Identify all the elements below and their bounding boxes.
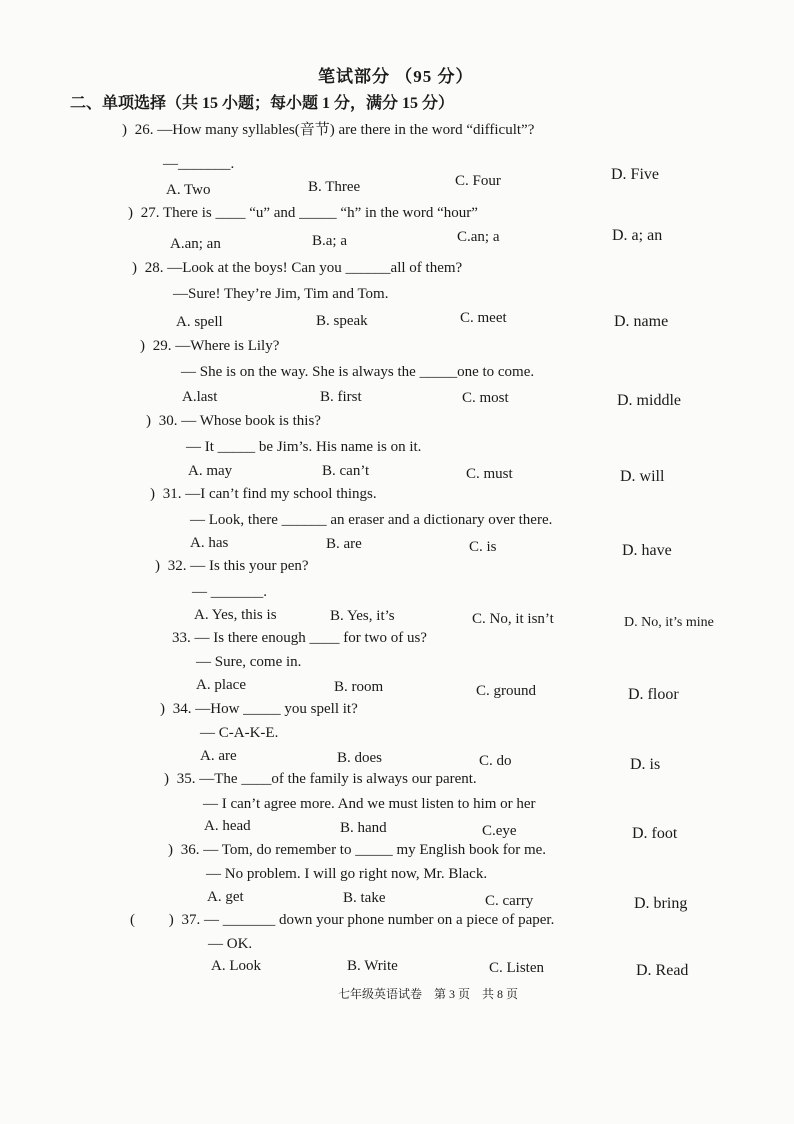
question-27	[128, 205, 478, 222]
question-29	[140, 338, 279, 355]
question-number: 28.	[144, 260, 164, 276]
answer-bracket: )	[168, 842, 173, 858]
question-line2: — She is on the way. She is always the _____one to come.	[181, 364, 535, 380]
question-number: 31.	[162, 486, 182, 502]
answer-bracket: )	[146, 413, 151, 429]
option-b: B. speak	[316, 313, 368, 329]
option-b: B. first	[320, 389, 362, 405]
question-36	[168, 842, 546, 859]
question-number: 26.	[134, 122, 154, 138]
option-a: A. may	[188, 463, 233, 479]
question-line2: — It _____ be Jim’s. His name is on it.	[186, 439, 422, 455]
answer-bracket: )	[168, 912, 174, 928]
option-a: A.last	[182, 389, 218, 405]
option-b: B.a; a	[312, 233, 347, 249]
question-stem: — _______ down your phone number on a piece of paper.	[204, 912, 555, 928]
answer-bracket: )	[164, 771, 169, 787]
question-32	[155, 558, 309, 575]
option-c: C.eye	[482, 823, 517, 839]
question-line2: — No problem. I will go right now, Mr. Black.	[206, 866, 488, 882]
option-a: A. are	[200, 748, 237, 764]
question-line2: — I can’t agree more. And we must listen to him or her	[203, 796, 536, 812]
page-footer: 七年级英语试卷 第 3 页 共 8 页	[338, 987, 519, 1001]
question-33	[172, 630, 427, 647]
question-number: 35.	[176, 771, 196, 787]
option-a: A. Two	[166, 182, 211, 198]
option-d: D. have	[622, 542, 672, 559]
question-31	[150, 486, 377, 503]
question-stem: —Look at the boys! Can you ______all of them?	[167, 260, 463, 276]
question-stem: — Is this your pen?	[190, 558, 309, 574]
question-34	[160, 701, 358, 718]
question-line2: — C-A-K-E.	[200, 725, 279, 741]
question-stem: There is ____ “u” and _____ “h” in the word “hour”	[162, 205, 478, 221]
option-b: B. Yes, it’s	[330, 608, 395, 624]
option-a: A. Look	[211, 958, 261, 974]
option-c: C. is	[469, 539, 497, 555]
answer-bracket: )	[160, 701, 165, 717]
option-c: C. ground	[476, 683, 536, 699]
question-number: 30.	[158, 413, 178, 429]
option-a: A. Yes, this is	[194, 607, 277, 623]
question-number: 36.	[180, 842, 200, 858]
question-line2: — Look, there ______ an eraser and a dictionary over there.	[190, 512, 553, 528]
option-c: C. No, it isn’t	[472, 611, 554, 627]
question-stem: —I can’t find my school things.	[185, 486, 377, 502]
option-b: B. hand	[340, 820, 387, 836]
option-a: A. place	[196, 677, 246, 693]
option-a: A. spell	[176, 314, 223, 330]
answer-bracket: (	[130, 912, 135, 928]
option-b: B. take	[343, 890, 386, 906]
question-stem: —How many syllables(音节) are there in the word “difficult”?	[157, 122, 535, 138]
question-stem: —Where is Lily?	[175, 338, 280, 354]
option-c: C. carry	[485, 893, 534, 909]
section-heading: 二、单项选择（共 15 小题；每小题 1 分，满分 15 分）	[70, 95, 455, 112]
option-a: A. get	[207, 889, 244, 905]
question-line2: — Sure, come in.	[196, 654, 302, 670]
answer-bracket: )	[132, 260, 137, 276]
answer-bracket: )	[155, 558, 160, 574]
answer-bracket: )	[128, 205, 133, 221]
option-b: B. Three	[308, 179, 361, 195]
question-stem: — Tom, do remember to _____ my English book for me.	[203, 842, 547, 858]
question-line2: — OK.	[208, 936, 253, 952]
question-stem: —How _____ you spell it?	[195, 701, 358, 717]
option-d: D. Five	[611, 166, 659, 183]
option-d: D. bring	[634, 895, 688, 912]
question-line2: — _______.	[192, 584, 267, 600]
option-c: C. must	[466, 466, 513, 482]
option-c: C. Four	[455, 173, 501, 189]
option-c: C. do	[479, 753, 512, 769]
option-d: D. Read	[636, 962, 689, 979]
option-a: A. has	[190, 535, 229, 551]
option-d: D. foot	[632, 825, 678, 842]
question-number: 37.	[181, 912, 201, 928]
question-37	[130, 912, 554, 929]
option-d: D. will	[620, 468, 665, 485]
question-35	[164, 771, 477, 788]
answer-bracket: )	[150, 486, 155, 502]
option-d: D. floor	[628, 686, 679, 703]
option-c: C. Listen	[489, 960, 544, 976]
option-d: D. No, it’s mine	[624, 615, 714, 630]
option-d: D. middle	[617, 392, 681, 409]
option-b: B. room	[334, 679, 384, 695]
question-line2: —Sure! They’re Jim, Tim and Tom.	[173, 286, 389, 302]
question-number: 27.	[140, 205, 160, 221]
option-b: B. Write	[347, 958, 398, 974]
question-number: 33.	[172, 630, 191, 646]
question-line2: —_______.	[163, 156, 235, 172]
option-c: C.an; a	[457, 229, 500, 245]
option-a: A. head	[204, 818, 251, 834]
option-b: B. does	[337, 750, 382, 766]
option-d: D. name	[614, 313, 669, 330]
question-28	[132, 260, 462, 277]
option-c: C. meet	[460, 310, 507, 326]
option-d: D. is	[630, 756, 661, 773]
option-b: B. are	[326, 536, 362, 552]
answer-bracket: )	[122, 122, 127, 138]
option-c: C. most	[462, 390, 509, 406]
answer-bracket: )	[140, 338, 145, 354]
question-26	[122, 118, 534, 139]
question-number: 34.	[172, 701, 192, 717]
page-title: 笔试部分 （95 分）	[318, 67, 474, 86]
question-number: 29.	[152, 338, 172, 354]
question-stem: —The ____of the family is always our parent.	[199, 771, 477, 787]
question-number: 32.	[167, 558, 187, 574]
option-a: A.an; an	[170, 236, 221, 252]
question-stem: — Whose book is this?	[181, 413, 321, 429]
option-d: D. a; an	[612, 227, 663, 244]
question-30	[146, 413, 321, 430]
question-stem: — Is there enough ____ for two of us?	[194, 630, 427, 646]
option-b: B. can’t	[322, 463, 370, 479]
